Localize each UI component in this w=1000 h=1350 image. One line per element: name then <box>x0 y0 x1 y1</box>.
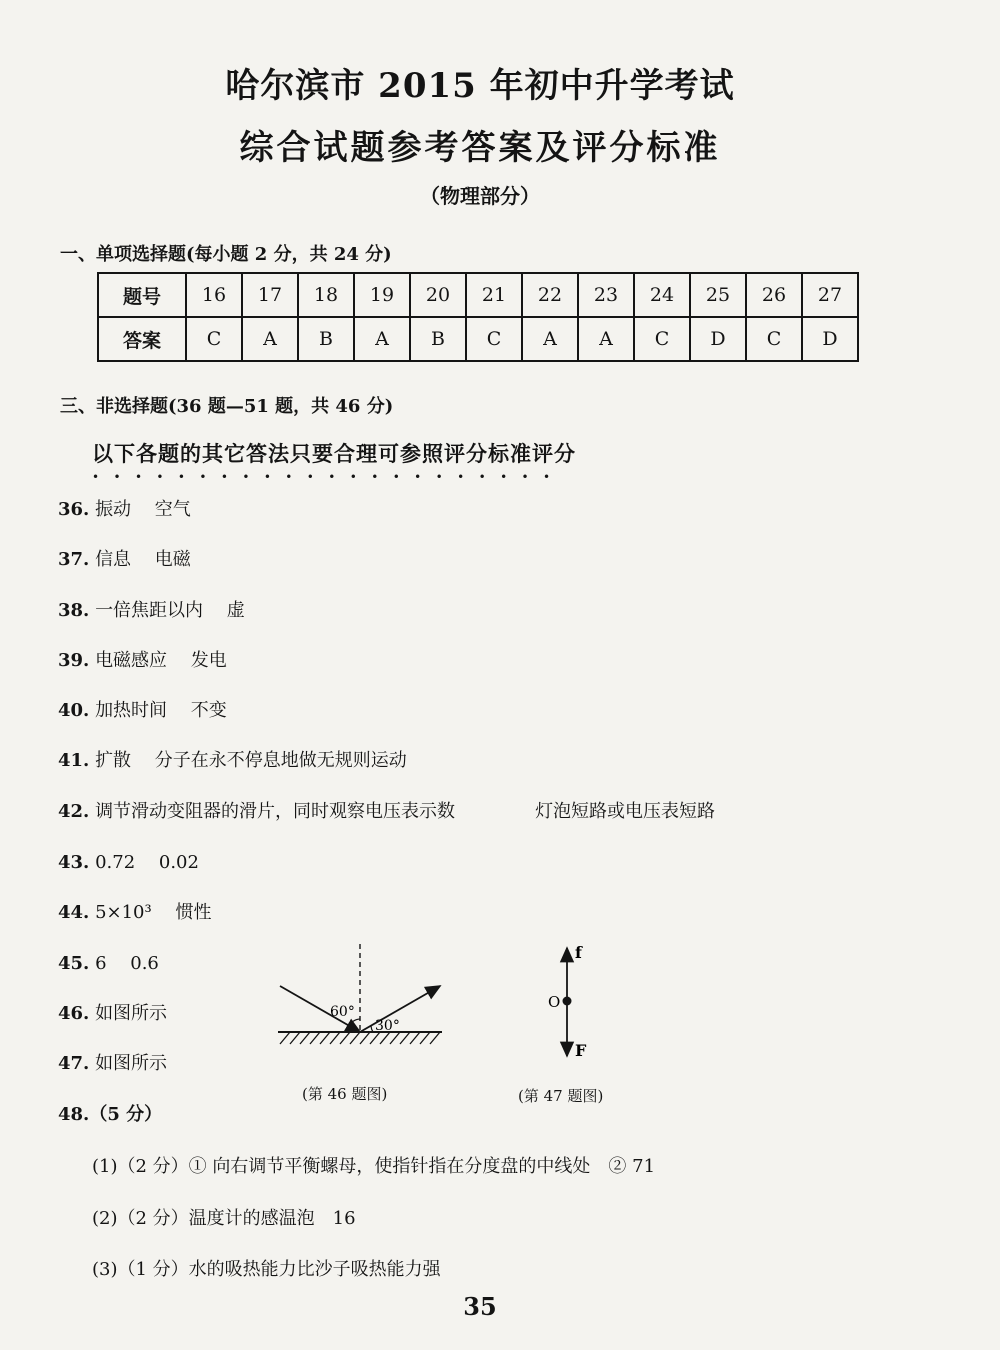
question-number: 21 <box>466 273 522 317</box>
answer-part-b: 0.6 <box>130 953 159 974</box>
answer-letter: A <box>242 317 298 361</box>
answer-part-a: 0.72 <box>95 852 136 873</box>
answer-number: 46. <box>58 1003 90 1024</box>
section-3-heading: 三、非选择题(36 题—51 题，共 46 分) <box>60 396 394 417</box>
answer-part-b: 空气 <box>154 499 191 520</box>
question-number: 22 <box>522 273 578 317</box>
q48-part-2: (2)（2 分）温度计的感温泡 16 <box>92 1208 356 1229</box>
reflected-ray <box>360 986 440 1032</box>
answer-letter: D <box>802 317 858 361</box>
question-number: 23 <box>578 273 634 317</box>
answer-number: 44. <box>58 902 90 923</box>
page-number: 35 <box>463 1292 497 1321</box>
answer-part-b: 灯泡短路或电压表短路 <box>535 801 716 822</box>
answer-part-b: 惯性 <box>175 902 212 923</box>
answer-number: 42. <box>58 801 90 822</box>
answer-part-a: 如图所示 <box>95 1053 168 1074</box>
q48-part-1: (1)（2 分）① 向右调节平衡螺母，使指针指在分度盘的中线处 ② 71 <box>92 1156 656 1177</box>
answer-letter: C <box>466 317 522 361</box>
answer-line-47 <box>58 1049 167 1075</box>
answer-line-36 <box>58 495 191 521</box>
q48-label: 48.（5 分） <box>58 1104 163 1125</box>
title-line-2: 综合试题参考答案及评分标准 <box>239 128 721 168</box>
answer-letter: B <box>410 317 466 361</box>
figure-46-diagram <box>270 940 450 1060</box>
subtitle: （物理部分） <box>420 184 540 208</box>
answer-letter: C <box>634 317 690 361</box>
answer-table <box>97 272 859 362</box>
question-number: 27 <box>802 273 858 317</box>
answer-number: 40. <box>58 700 90 721</box>
question-number: 25 <box>690 273 746 317</box>
answer-letter: A <box>354 317 410 361</box>
answer-number: 38. <box>58 600 90 621</box>
angle-arc-60 <box>349 1019 360 1026</box>
answer-letter: C <box>746 317 802 361</box>
answer-line-45 <box>58 949 159 975</box>
answer-line-41 <box>58 746 407 772</box>
answer-part-a: 如图所示 <box>95 1003 168 1024</box>
answer-letter: C <box>186 317 242 361</box>
answer-line-42 <box>58 797 715 823</box>
answer-part-a: 振动 <box>95 499 132 520</box>
mirror-hatching <box>280 1032 440 1044</box>
label-F: F <box>575 1041 587 1060</box>
answer-part-a: 调节滑动变阻器的滑片，同时观察电压表示数 <box>95 801 456 822</box>
answer-number: 47. <box>58 1053 90 1074</box>
question-number: 18 <box>298 273 354 317</box>
question-number: 17 <box>242 273 298 317</box>
answer-row-label: 答案 <box>98 317 186 361</box>
figure-47-caption: (第 47 题图) <box>518 1087 604 1105</box>
scoring-note: 以下各题的其它答法只要合理可参照评分标准评分 <box>92 441 576 466</box>
answer-line-46 <box>58 999 167 1025</box>
answer-part-b: 电磁 <box>154 549 191 570</box>
question-number: 16 <box>186 273 242 317</box>
answer-line-38 <box>58 596 245 622</box>
answer-line-43 <box>58 848 199 874</box>
label-O: O <box>548 993 561 1011</box>
answer-letter: D <box>690 317 746 361</box>
question-number: 24 <box>634 273 690 317</box>
answer-number: 43. <box>58 852 90 873</box>
emphasis-dots: •••••••••••••••••••••• <box>92 470 565 484</box>
answer-number: 41. <box>58 750 90 771</box>
q48-part-3: (3)（1 分）水的吸热能力比沙子吸热能力强 <box>92 1259 441 1280</box>
answer-part-b: 发电 <box>190 650 227 671</box>
question-row-label: 题号 <box>98 273 186 317</box>
question-number: 20 <box>410 273 466 317</box>
figure-46-caption: (第 46 题图) <box>302 1085 388 1103</box>
angle-label-60: 60° <box>330 1004 355 1020</box>
answer-part-a: 5×10³ <box>95 902 152 923</box>
answer-part-a: 6 <box>95 953 107 974</box>
answer-number: 36. <box>58 499 90 520</box>
answer-row <box>98 317 858 361</box>
answer-part-b: 分子在永不停息地做无规则运动 <box>154 750 407 771</box>
answer-part-a: 加热时间 <box>95 700 168 721</box>
answer-number: 39. <box>58 650 90 671</box>
answer-part-b: 虚 <box>226 600 245 621</box>
title-line-1: 哈尔滨市 2015 年初中升学考试 <box>225 66 735 106</box>
answer-line-40 <box>58 696 227 722</box>
point-O <box>563 997 572 1006</box>
answer-part-a: 信息 <box>95 549 132 570</box>
answer-part-b: 0.02 <box>158 852 199 873</box>
answer-number: 37. <box>58 549 90 570</box>
section-1-heading: 一、单项选择题(每小题 2 分，共 24 分) <box>60 244 392 265</box>
answer-number: 45. <box>58 953 90 974</box>
question-row <box>98 273 858 317</box>
answer-letter: A <box>522 317 578 361</box>
question-number: 19 <box>354 273 410 317</box>
q48-heading <box>58 1100 162 1126</box>
answer-part-a: 一倍焦距以内 <box>95 600 204 621</box>
answer-letter: A <box>578 317 634 361</box>
answer-part-a: 电磁感应 <box>95 650 168 671</box>
question-number: 26 <box>746 273 802 317</box>
answer-part-b: 不变 <box>190 700 227 721</box>
answer-line-44 <box>58 898 211 924</box>
answer-line-39 <box>58 646 227 672</box>
label-f: f <box>575 943 582 962</box>
answer-letter: B <box>298 317 354 361</box>
answer-line-37 <box>58 545 191 571</box>
angle-label-30: 30° <box>375 1018 400 1034</box>
answer-part-a: 扩散 <box>95 750 132 771</box>
figure-47-diagram <box>535 940 595 1070</box>
